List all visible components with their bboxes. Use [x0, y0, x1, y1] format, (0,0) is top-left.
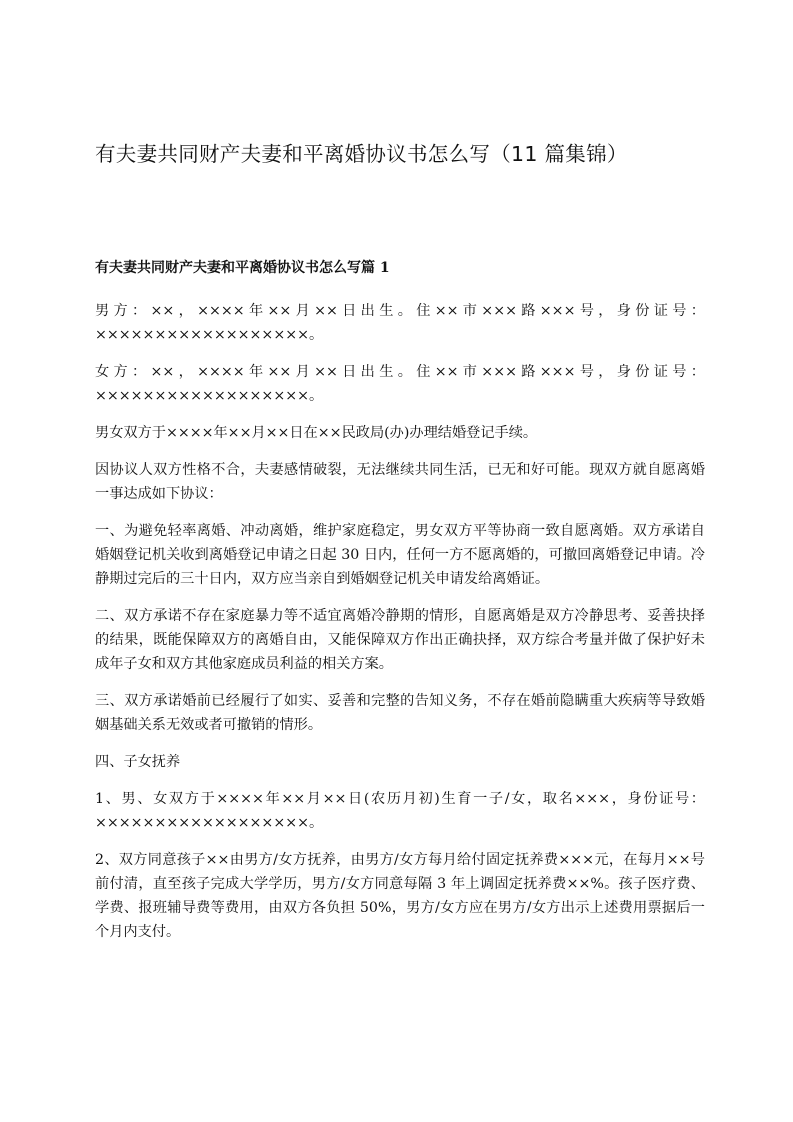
document-body: [95, 299, 705, 957]
paragraph-child-birth: 1、男、女双方于××××年××月××日(农历月初)生育一子/女，取名×××，身份证号：××××××××××××××××××。: [95, 791, 705, 831]
document-title: 有夫妻共同财产夫妻和平离婚协议书怎么写（11 篇集锦）: [95, 142, 628, 166]
paragraph-clause-1: 一、为避免轻率离婚、冲动离婚，维护家庭稳定，男女双方平等协商一致自愿离婚。双方承诺自婚姻登记机关收到离婚登记申请之日起 30 日内，任何一方不愿离婚的，可撤回离婚登记申请。冷静期过完后的三十日内，双方应当亲自到婚姻登记机关申请发给离婚证。: [95, 523, 705, 587]
paragraph-child-support: 2、双方同意孩子××由男方/女方抚养，由男方/女方每月给付固定抚养费×××元，在每月××号前付清，直至孩子完成大学学历，男方/女方同意每隔 3 年上调固定抚养费××%。孩子医疗费、学费、报班辅导费等费用，由双方各负担 50%，男方/女方应在男方/女方出示上述费用票据后一个月内支付。: [95, 852, 705, 940]
section-heading: 有夫妻共同财产夫妻和平离婚协议书怎么写篇 1: [95, 260, 390, 276]
paragraph-female-party: 女方：××，××××年××月××日出生。住××市×××路×××号，身份证号：××××××××××××××××××。: [95, 364, 705, 404]
paragraph-clause-3: 三、双方承诺婚前已经履行了如实、妥善和完整的告知义务，不存在婚前隐瞒重大疾病等导致婚姻基础关系无效或者可撤销的情形。: [95, 693, 705, 733]
paragraph-reason: 因协议人双方性格不合，夫妻感情破裂，无法继续共同生活，已无和好可能。现双方就自愿离婚一事达成如下协议：: [95, 462, 705, 502]
paragraph-male-party: 男方：××，××××年××月××日出生。住××市×××路×××号，身份证号：××××××××××××××××××。: [95, 303, 705, 343]
paragraph-clause-2: 二、双方承诺不存在家庭暴力等不适宜离婚冷静期的情形，自愿离婚是双方冷静思考、妥善抉择的结果，既能保障双方的离婚自由，又能保障双方作出正确抉择，双方综合考量并做了保护好未成年子女和双方其他家庭成员利益的相关方案。: [95, 608, 705, 672]
paragraph-clause-4-heading: 四、子女抚养: [95, 754, 181, 770]
paragraph-marriage-registration: 男女双方于××××年××月××日在××民政局(办)办理结婚登记手续。: [95, 425, 538, 441]
